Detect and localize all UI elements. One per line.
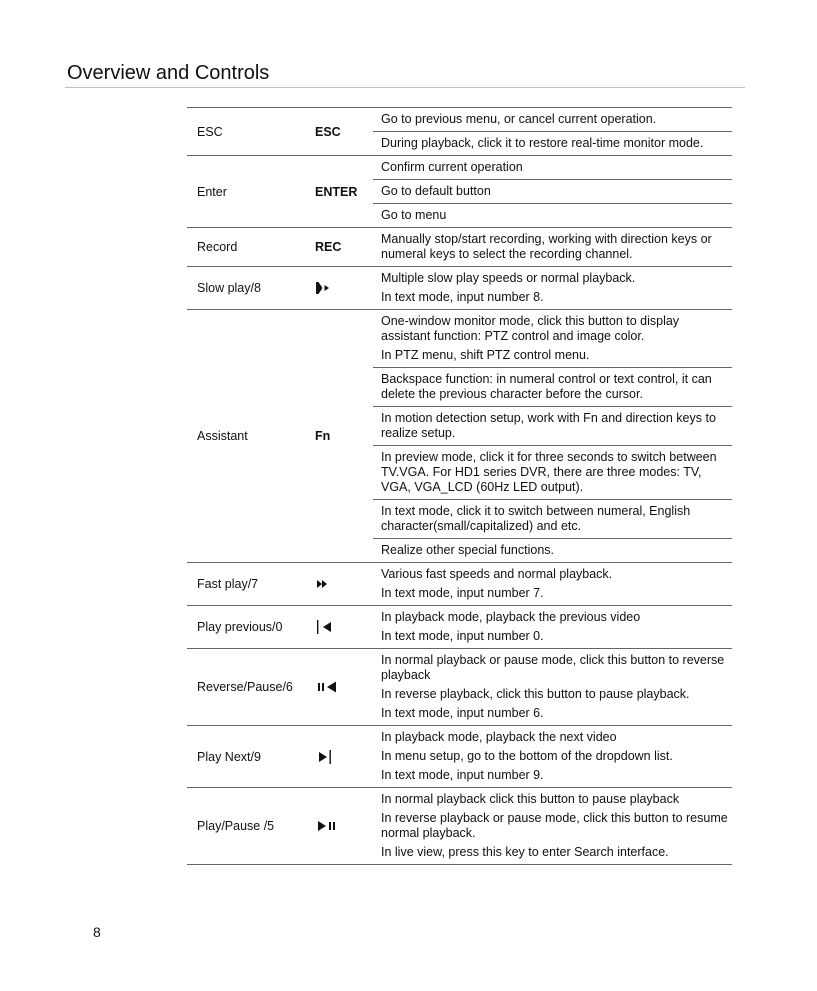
key-icon-cell: [314, 267, 373, 310]
description-text: In preview mode, click it for three seconds to switch between TV.VGA. For HD1 series DVR, there are three modes: TV, VGA, VGA_LCD (60Hz LED output).: [381, 450, 717, 494]
table-row: [187, 156, 732, 180]
function-name: Play/Pause /5: [187, 788, 314, 865]
description-text: In text mode, input number 0.: [381, 629, 544, 643]
description-text: In normal playback click this button to pause playback: [381, 792, 680, 806]
play-previous-icon: [315, 619, 373, 635]
key-icon-cell: [314, 788, 373, 865]
table-row: [187, 108, 732, 132]
function-name: Reverse/Pause/6: [187, 649, 314, 726]
description-text: In text mode, input number 9.: [381, 768, 544, 782]
description-cell: [373, 446, 732, 500]
description-text: In text mode, input number 6.: [381, 706, 544, 720]
play-pause-icon: [315, 819, 373, 833]
description-cell: [373, 310, 732, 368]
title-divider: [65, 87, 745, 88]
table-row: [187, 228, 732, 267]
description-text: In text mode, input number 7.: [381, 586, 544, 600]
table-row: [187, 563, 732, 606]
description-cell: [373, 500, 732, 539]
key-icon-cell: [314, 649, 373, 726]
description-cell: [373, 407, 732, 446]
function-name: Assistant: [187, 310, 314, 563]
description-text: In reverse playback, click this button to pause playback.: [381, 687, 690, 701]
description-text: In normal playback or pause mode, click this button to reverse playback: [381, 653, 725, 682]
slow-play-icon: [315, 281, 373, 295]
description-cell: [373, 156, 732, 180]
description-cell: [373, 132, 732, 156]
fast-play-icon: [315, 578, 373, 590]
description-text: During playback, click it to restore real-time monitor mode.: [381, 136, 704, 150]
description-text: Various fast speeds and normal playback.: [381, 567, 613, 581]
description-cell: [373, 204, 732, 228]
description-text: Confirm current operation: [381, 160, 523, 174]
function-name: Fast play/7: [187, 563, 314, 606]
key-icon-cell: [314, 726, 373, 788]
description-cell: [373, 606, 732, 649]
controls-table: [187, 107, 732, 865]
table-row: [187, 310, 732, 368]
play-next-icon: [315, 749, 373, 765]
function-name: Play Next/9: [187, 726, 314, 788]
description-cell: [373, 563, 732, 606]
table-row: [187, 649, 732, 726]
description-cell: [373, 539, 732, 563]
key-label: Fn: [314, 310, 373, 563]
description-text: One-window monitor mode, click this button to display assistant function: PTZ control and image color.: [381, 314, 680, 343]
function-name: Play previous/0: [187, 606, 314, 649]
description-cell: [373, 108, 732, 132]
description-text: In motion detection setup, work with Fn and direction keys to realize setup.: [381, 411, 716, 440]
description-text: Multiple slow play speeds or normal playback.: [381, 271, 636, 285]
description-text: In playback mode, playback the previous video: [381, 610, 641, 624]
description-text: In text mode, click it to switch between numeral, English character(small/capitalized) and etc.: [381, 504, 691, 533]
description-text: Backspace function: in numeral control or text control, it can delete the previous character before the cursor.: [381, 372, 712, 401]
description-text: In PTZ menu, shift PTZ control menu.: [381, 348, 590, 362]
description-text: In live view, press this key to enter Search interface.: [381, 845, 669, 859]
description-cell: [373, 228, 732, 267]
description-cell: [373, 368, 732, 407]
description-text: Go to previous menu, or cancel current operation.: [381, 112, 657, 126]
function-name: Enter: [187, 156, 314, 228]
table-row: [187, 267, 732, 310]
description-text: Realize other special functions.: [381, 543, 555, 557]
description-cell: [373, 180, 732, 204]
description-text: In reverse playback or pause mode, click this button to resume normal playback.: [381, 811, 728, 840]
page-number: 8: [93, 924, 101, 940]
reverse-pause-icon: [315, 680, 373, 694]
key-icon-cell: [314, 606, 373, 649]
key-label: REC: [314, 228, 373, 267]
description-cell: [373, 649, 732, 726]
controls-table-body: [187, 108, 732, 865]
key-label: ESC: [314, 108, 373, 156]
description-cell: [373, 726, 732, 788]
description-cell: [373, 788, 732, 865]
table-row: [187, 606, 732, 649]
key-icon-cell: [314, 563, 373, 606]
function-name: Record: [187, 228, 314, 267]
description-text: Go to default button: [381, 184, 491, 198]
description-text: Manually stop/start recording, working with direction keys or numeral keys to select the recording channel.: [381, 232, 712, 261]
key-label: ENTER: [314, 156, 373, 228]
description-cell: [373, 267, 732, 310]
description-text: In text mode, input number 8.: [381, 290, 544, 304]
page-title: Overview and Controls: [67, 62, 270, 84]
table-row: [187, 726, 732, 788]
description-text: In playback mode, playback the next video: [381, 730, 617, 744]
description-text: In menu setup, go to the bottom of the dropdown list.: [381, 749, 673, 763]
function-name: ESC: [187, 108, 314, 156]
table-row: [187, 788, 732, 865]
description-text: Go to menu: [381, 208, 447, 222]
function-name: Slow play/8: [187, 267, 314, 310]
